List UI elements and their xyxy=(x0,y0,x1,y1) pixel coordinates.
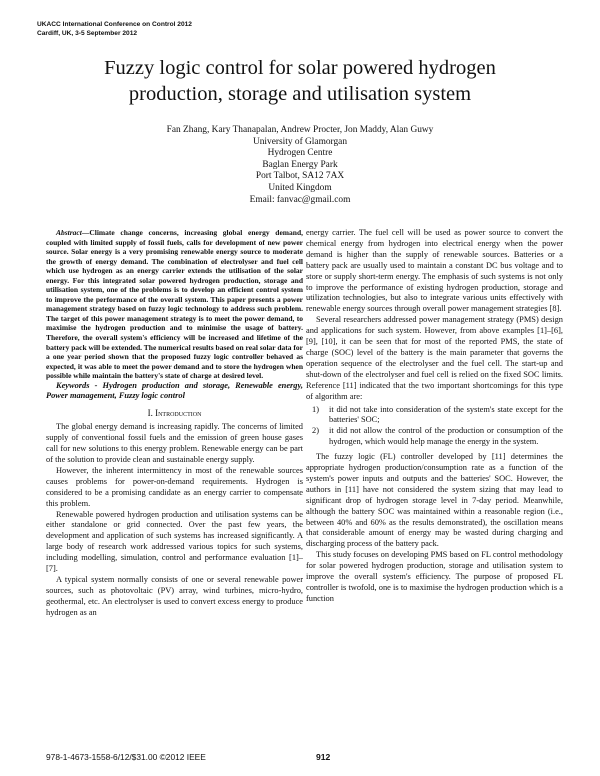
abstract-lead: Abstract xyxy=(56,228,82,237)
paragraph: Renewable powered hydrogen production and utilisation systems can be either standalone or grid connected. Over the past few years, the development and application of such systems has increased significantly. A large body of research work addressed various topics for such systems, including modelling, simulation, control and performance evaluation [1]–[7]. xyxy=(46,509,303,574)
paragraph: Several researchers addressed power management strategy (PMS) design and applications for such system. However, from above examples [1]–[6], [9], [10], it can be seen that for most of the reported PMS, the state of charge (SOC) level of the battery is the main parameter that governs the operation sequence of the electrolyser and the fuel cell. The start-up and shut-down of the electrolyser and fuel cell is relied on the fixed SOC limits. Reference [11] indicated that the two important shortcomings for this type of algorithm are: xyxy=(306,315,563,401)
affiliation-line: Baglan Energy Park xyxy=(262,159,338,170)
list-item-text: it did not take into consideration of the system's state except for the batteries' SOC; xyxy=(329,404,563,425)
conference-header xyxy=(37,20,192,38)
keywords: Keywords - Hydrogen production and storage, Renewable energy, Power management, Fuzzy logic control xyxy=(46,380,303,401)
paper-title xyxy=(40,55,560,107)
abstract-text: —Climate change concerns, increasing global energy demand, coupled with limited supply of fossil fuels, calls for development of new power source. Solar energy is a very promising renewable energy source to moderate the growth of energy demand. The combination of electrolyser and fuel cell which use hydrogen as an energy carrier extends the utilisation of the solar energy. For this integrated solar powered hydrogen production, storage and utilisation system, one of the problems is to develop an efficient control system to improve the performance of the overall system. This paper presents a power management strategy based on fuzzy logic technology to address such problem. The target of this power management strategy is to meet the power demand, to maximise the hydrogen production and to minimise the usage of battery. Therefore, the overall system's efficiency will be increased and lifetime of the battery pack will be extended. The numerical results based on real solar data for a one year period shown that the proposed fuzzy logic controller behaved as expected, it was able to meet the power demand and to store the hydrogen when possible while maintain the battery's state of charge at desired level. xyxy=(46,228,303,381)
affiliation-line: United Kingdom xyxy=(268,182,332,193)
left-column xyxy=(46,228,303,619)
paragraph: energy carrier. The fuel cell will be used as power source to convert the chemical energy from hydrogen into electrical energy when the power demand is higher than the supply of renewable sources. Batteries or a battery pack are usually used to maintain a constant DC bus voltage and to store or supply short-term energy. The emphasis of such systems is not only to improve the performance of existing hydrogen production, storage and utilization technologies, but also to integrate various units effectively with renewable energy sources through overall power management strategies [8]. xyxy=(306,228,563,314)
author-names: Fan Zhang, Kary Thanapalan, Andrew Procter, Jon Maddy, Alan Guwy xyxy=(166,125,434,135)
conference-name: UKACC International Conference on Control 2012 xyxy=(37,21,192,28)
list-item xyxy=(306,405,563,427)
paragraph: The global energy demand is increasing rapidly. The concerns of limited supply of conventional fossil fuels and the emission of green house gases call for new solutions to this energy problem. Renewable energy can be part of the solution to provide clean and sustainable energy supply. xyxy=(46,422,303,464)
footer-isbn: 978-1-4673-1558-6/12/$31.00 ©2012 IEEE xyxy=(46,752,206,762)
right-column xyxy=(306,228,563,605)
list-item xyxy=(306,426,563,448)
page-number: 912 xyxy=(316,752,331,762)
affiliation-line: Port Talbot, SA12 7AX xyxy=(255,171,345,182)
paragraph: However, the inherent intermittency in most of the renewable sources causes problems for power-on-demand requirements. Hydrogen is considered to be a promising candidate as an energy carrier to compensate this problem. xyxy=(46,465,303,508)
conference-location: Cardiff, UK, 3-5 September 2012 xyxy=(37,30,138,37)
affiliation-line: Hydrogen Centre xyxy=(267,148,333,159)
list-item-number: 2) xyxy=(312,426,319,436)
list-item-number: 1) xyxy=(312,404,319,414)
affiliation-line: University of Glamorgan xyxy=(252,136,348,147)
author-email: Email: fanvac@gmail.com xyxy=(249,194,351,205)
title-line-1: Fuzzy logic control for solar powered hydrogen xyxy=(104,57,496,79)
paragraph: This study focuses on developing PMS based on FL control methodology for solar powered hydrogen production, storage and utilisation system to improve the overall system's efficiency. The purpose of proposed FL controller is twofold, one is to maximise the hydrogen production which is a function xyxy=(306,550,563,603)
shortcomings-list xyxy=(306,405,563,449)
list-item-text: it did not allow the control of the production or consumption of the hydrogen, which would help manage the energy in the system. xyxy=(329,426,563,447)
paragraph: The fuzzy logic (FL) controller developed by [11] determines the appropriate hydrogen production/consumption rate as a function of the system's power inputs and outputs and the batteries' SOC. However, the authors in [11] have not considered the system sizing that may lead to significant drop of hydrogen storage level in 7-day period. Meanwhile, although the battery SOC was maintained within a reasonable region (i.e., between 40% and 60% as the results demonstrated), the oscillation means that considerable amount of energy may be wasted during charging and discharging process of the battery pack. xyxy=(306,452,563,549)
title-line-2: production, storage and utilisation system xyxy=(128,83,472,105)
abstract xyxy=(46,228,303,381)
paragraph: A typical system normally consists of one or several renewable power sources, such as photovoltaic (PV) array, wind turbines, micro-hydro, geothermal, etc. An electrolyser is used to convert excess energy to produce hydrogen as an xyxy=(46,574,303,617)
author-block xyxy=(40,125,560,206)
section-heading-introduction: I. Introduction xyxy=(147,408,202,419)
